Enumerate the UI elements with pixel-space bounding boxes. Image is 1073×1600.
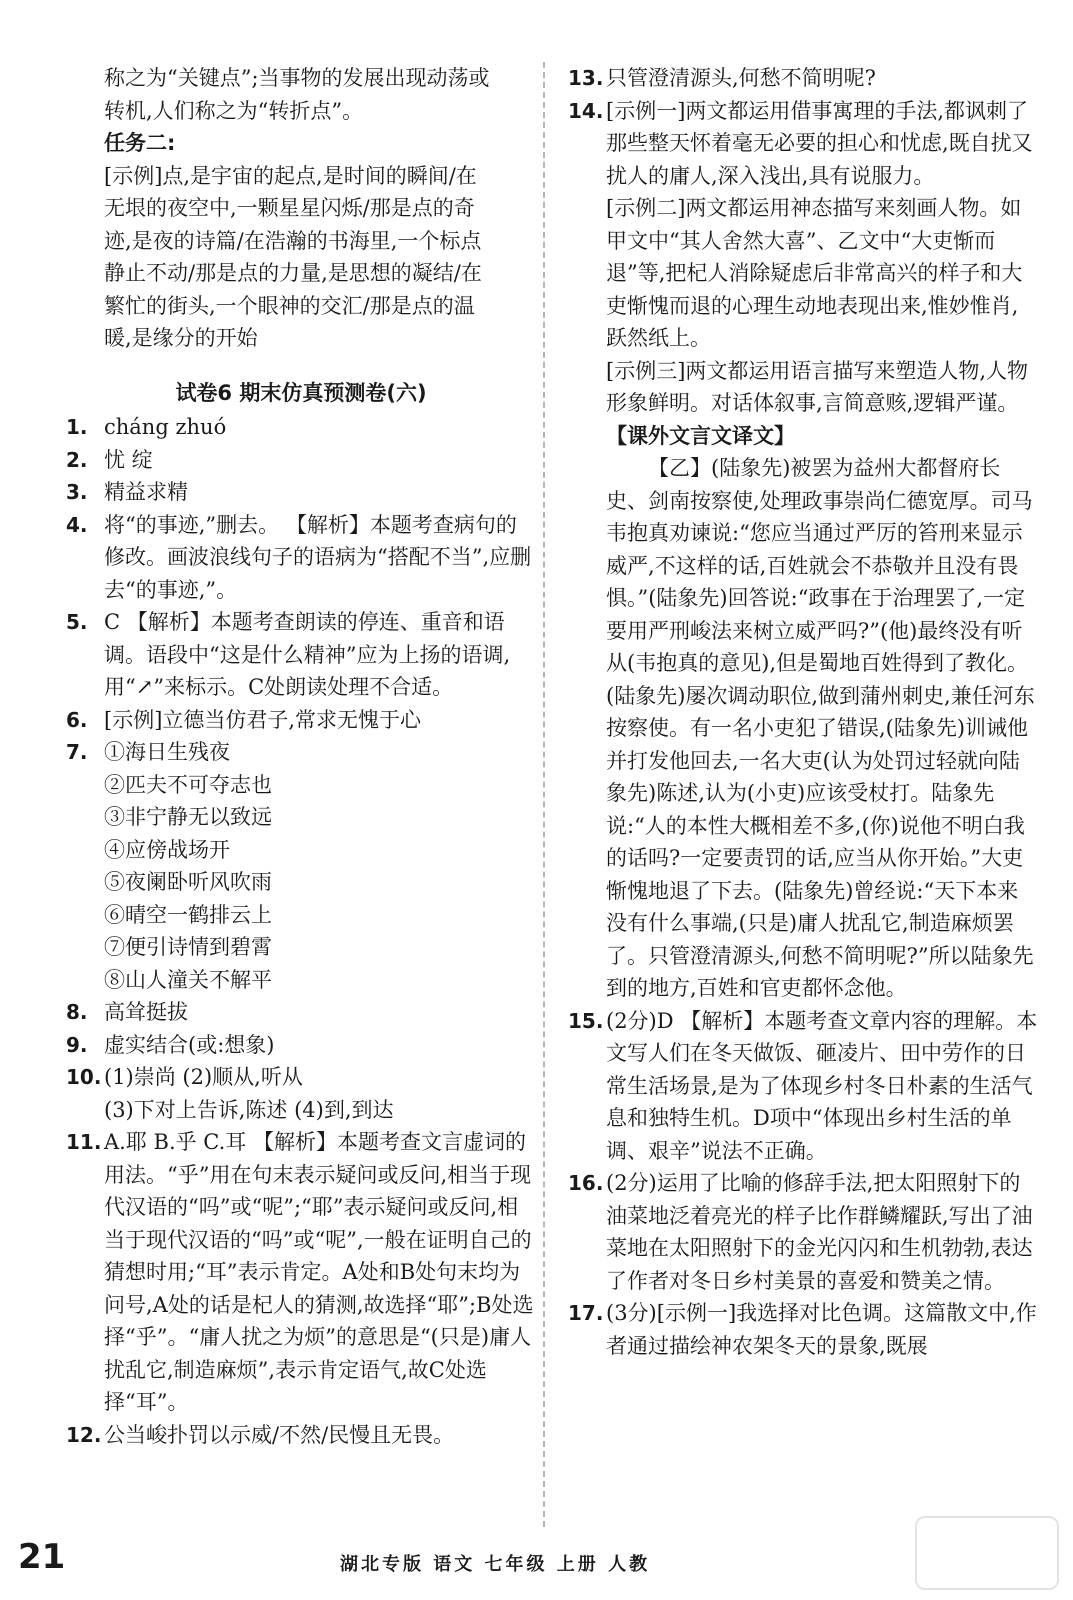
item-number: 4. (66, 512, 88, 537)
item-text: (3)下对上告诉,陈述 (4)到,到达 (104, 1097, 394, 1122)
translation-text: 【乙】(陆象先)被罢为益州大都督府长史、剑南按察使,处理政事崇尚仁德宽厚。司马韦抱真劝谏说:“您应当通过严厉的笞刑来显示威严,不这样的话,百姓就会不恭敬并且没有畏惧。”(陆象先)回答说:“政事在于治理罢了,一定要用严刑峻法来树立威严吗?”(他)最终没有听从(韦抱真的意见),但是蜀地百姓得到了教化。(陆象先)屡次调动职位,做到蒲州刺史,兼任河东按察使。有一名小吏犯了错误,(陆象先)训诫他并打发他回去,一名大吏(认为处罚过轻就向陆象先)陈述,认为(小吏)应该受杖打。陆象先说:“人的本性大概相差不多,(你)说他不明白我的话吗?一定要责罚的话,应当从你开始。”大吏惭愧地退了下去。(陆象先)曾经说:“天下本来没有什么事端,(只是)庸人扰乱它,制造麻烦罢了。只管澄清源头,何愁不简明呢?”所以陆象先到的地方,百姓和官吏都怀念他。 (606, 456, 1035, 1000)
poem-line: ①海日生残夜 (104, 740, 230, 764)
item-text: 精益求精 (104, 480, 188, 504)
item-text: A.耶 B.乎 C.耳 【解析】本题考查文言虚词的用法。“乎”用在句末表示疑问或反问,相当于现代汉语的“吗”或“呢”;“耶”表示疑问或反问,相当于现代汉语的“吗”或“呢”,一般在证明自己的猜想时用;“耳”表示肯定。A处和B处句末均为问号,A处的话是杞人的猜测,故选择“耶”;B处选择“乎”。“庸人扰之为烦”的意思是“(只是)庸人扰乱它,制造麻烦”,表示肯定语气,故C处选择“耳”。 (104, 1130, 534, 1414)
answer-item-11 (66, 1126, 536, 1419)
task2-line: 迹,是夜的诗篇/在浩瀚的书海里,一个标点 (104, 228, 482, 253)
item-number: 11. (66, 1130, 102, 1154)
answer-item-14 (568, 95, 1038, 193)
left-column (66, 62, 536, 1451)
item-text: cháng zhuó (104, 415, 227, 439)
poem-line: ⑥晴空一鹤排云上 (104, 902, 272, 927)
task2-line: 静止不动/那是点的力量,是思想的凝结/在 (104, 261, 482, 285)
item-number: 17. (568, 1301, 604, 1325)
item-number: 10. (66, 1065, 102, 1089)
item-text: (2分)D 【解析】本题考查文章内容的理解。本文写人们在冬天做饭、砸凌片、田中劳作的日常生活场景,是为了体现乡村冬日朴素的生活气息和独特生机。D项中“体现出乡村生活的单调、艰辛”说法不正确。 (606, 1008, 1038, 1163)
answer-item-16 (568, 1167, 1038, 1297)
poem-line: ③非宁静无以致远 (104, 805, 272, 829)
answer-item-17 (568, 1297, 1038, 1362)
item-text: 将“的事迹,”删去。 【解析】本题考查病句的修改。画波浪线句子的语病为“搭配不当”,应删去“的事迹,”。 (104, 512, 532, 602)
item-text: (1)崇尚 (2)顺从,听从 (104, 1065, 303, 1089)
item-number: 14. (568, 98, 604, 123)
watermark-logo (915, 1516, 1059, 1590)
item-text: 只管澄清源头,何愁不简明呢? (606, 66, 876, 90)
translation-title: 【课外文言文译文】 (606, 423, 795, 448)
item-number: 1. (66, 415, 88, 439)
answer-item-6 (66, 704, 536, 737)
column-divider (543, 62, 545, 1527)
item-text: [示例]立德当仿君子,常求无愧于心 (104, 707, 422, 732)
intro-line: 称之为“关键点”;当事物的发展出现动荡或 (104, 66, 490, 90)
answer-item-12 (66, 1419, 536, 1452)
task2-title: 任务二: (104, 131, 176, 155)
item-number: 12. (66, 1422, 102, 1447)
item-text: 忧 绽 (104, 447, 153, 472)
poem-line: ⑤夜阑卧听风吹雨 (104, 870, 272, 894)
item-number: 2. (66, 447, 88, 472)
item-number: 7. (66, 740, 88, 764)
task2-line: 无垠的夜空中,一颗星星闪烁/那是点的奇 (104, 196, 475, 220)
item-number: 3. (66, 480, 88, 504)
item-text: 高耸挺拔 (104, 1000, 188, 1024)
item-text: (2分)运用了比喻的修辞手法,把太阳照射下的油菜地泛着亮光的样子比作群鳞耀跃,写出了油菜地在太阳照射下的金光闪闪和生机勃勃,表达了作者对冬日乡村美景的喜爱和赞美之情。 (606, 1171, 1033, 1293)
example-3: [示例三]两文都运用语言描写来塑造人物,人物形象鲜明。对话体叙事,言简意赅,逻辑严谨。 (606, 358, 1029, 415)
answer-item-7 (66, 736, 536, 769)
poem-line: ②匹夫不可夺志也 (104, 772, 272, 797)
answer-item-15 (568, 1005, 1038, 1168)
item-text: C 【解析】本题考查朗读的停连、重音和语调。语段中“这是什么精神”应为上扬的语调,用“↗”来标示。C处朗读处理不合适。 (104, 610, 511, 699)
item-number: 6. (66, 707, 88, 732)
item-text: 公当峻扑罚以示威/不然/民慢且无畏。 (104, 1422, 455, 1447)
example-1: [示例一]两文都运用借事寓理的手法,都讽刺了那些整天怀着毫无必要的担心和忧虑,既自扰又扰人的庸人,深入浅出,具有说服力。 (606, 98, 1033, 188)
task2-line: 暖,是缘分的开始 (104, 326, 258, 350)
item-number: 16. (568, 1171, 604, 1195)
item-number: 15. (568, 1008, 604, 1033)
item-number: 5. (66, 610, 88, 634)
poem-line: ⑧山人潼关不解平 (104, 967, 272, 992)
item-number: 9. (66, 1032, 88, 1057)
answer-item-10 (66, 1061, 536, 1094)
footer-edition: 湖北专版 语文 七年级 上册 人教 (340, 1554, 651, 1575)
answer-item-8 (66, 996, 536, 1029)
task2-line: 繁忙的街头,一个眼神的交汇/那是点的温 (104, 293, 475, 318)
example-2: [示例二]两文都运用神态描写来刻画人物。如甲文中“其人舍然大喜”、乙文中“大吏惭而退”等,把杞人消除疑虑后非常高兴的样子和大吏惭愧而退的心理生动地表现出来,惟妙惟肖,跃然纸上。 (606, 196, 1023, 350)
page-number: 21 (18, 1537, 66, 1577)
item-number: 13. (568, 66, 604, 90)
item-number: 8. (66, 1000, 88, 1024)
right-column (568, 62, 1038, 1362)
exam-heading: 试卷6 期末仿真预测卷(六) (175, 380, 427, 405)
answer-item-13 (568, 62, 1038, 95)
item-text: (3分)[示例一]我选择对比色调。这篇散文中,作者通过描绘神农架冬天的景象,既展 (606, 1301, 1037, 1358)
answer-item-1 (66, 411, 536, 444)
task2-line: [示例]点,是宇宙的起点,是时间的瞬间/在 (104, 163, 477, 188)
poem-line: ⑦便引诗情到碧霄 (104, 935, 272, 959)
item-text: 虚实结合(或:想象) (104, 1032, 275, 1057)
intro-line: 转机,人们称之为“转折点”。 (104, 98, 364, 123)
answer-item-2 (66, 444, 536, 477)
answer-item-3 (66, 476, 536, 509)
answer-item-5 (66, 606, 536, 704)
poem-line: ④应傍战场开 (104, 837, 230, 862)
answer-item-9 (66, 1029, 536, 1062)
answer-item-4 (66, 509, 536, 607)
